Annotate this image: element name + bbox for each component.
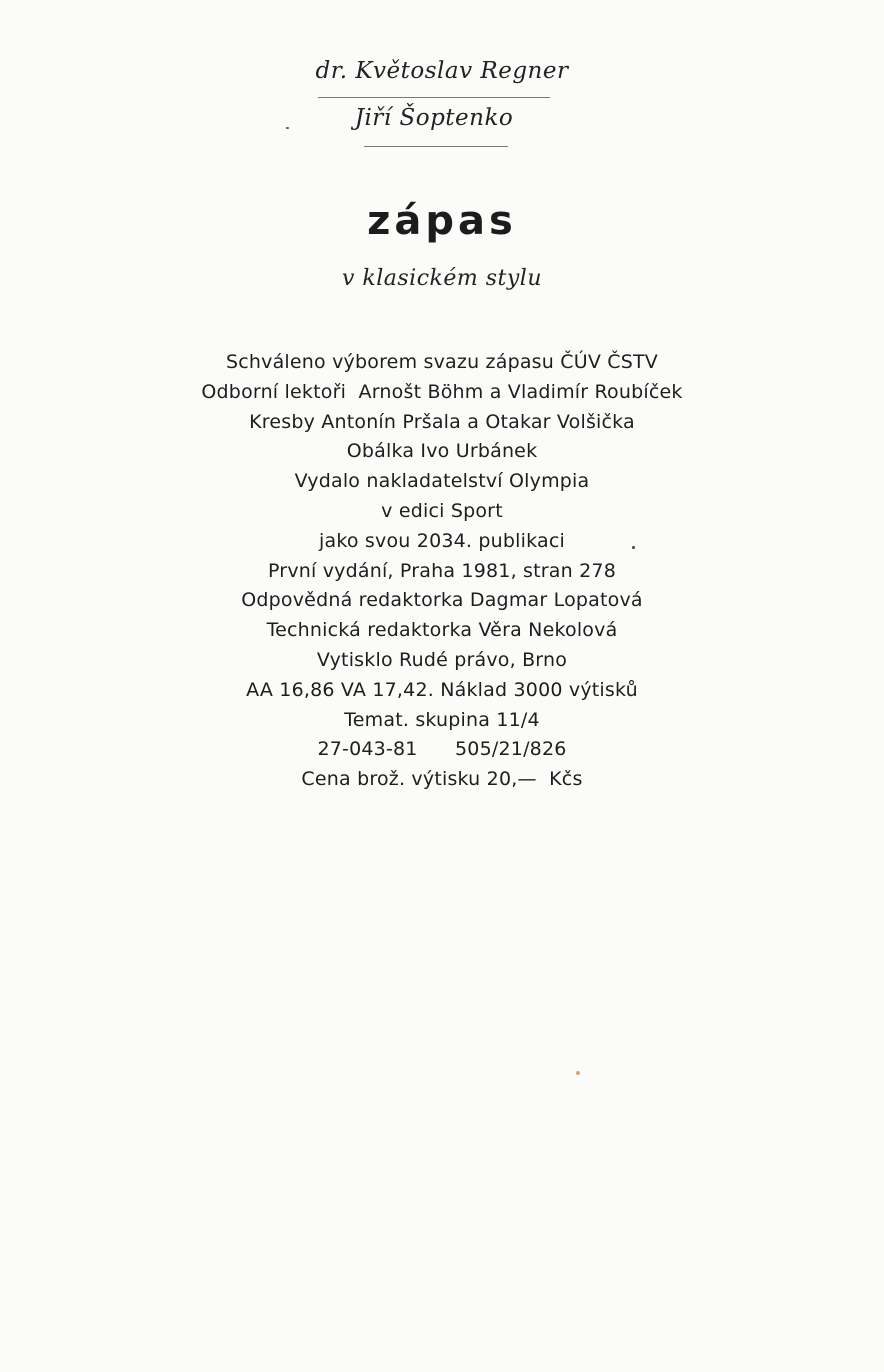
paper-speck: [632, 546, 635, 549]
book-title: zápas: [367, 198, 517, 244]
colophon-line: Odpovědná redaktorka Dagmar Lopatová: [241, 589, 643, 612]
author-name-1: dr. Květoslav Regner: [315, 58, 569, 84]
colophon-line: Vytisklo Rudé právo, Brno: [316, 648, 568, 671]
colophon-line: Temat. skupina 11/4: [344, 708, 540, 731]
colophon-line: Kresby Antonín Pršala a Otakar Volšička: [249, 410, 635, 433]
colophon-line: AA 16,86 VA 17,42. Náklad 3000 výtisků: [246, 678, 638, 701]
paper-speck: [286, 127, 289, 129]
colophon-line: jako svou 2034. publikaci: [319, 529, 565, 552]
author-divider-2: [364, 146, 508, 147]
colophon-line: Schváleno výborem svazu zápasu ČÚV ČSTV: [226, 351, 658, 373]
author-divider-1: [318, 97, 550, 98]
colophon-line: Cena brož. výtisku 20,— Kčs: [301, 768, 583, 791]
paper-speck: [576, 1071, 580, 1075]
colophon: [0, 348, 884, 795]
colophon-line: 27-043-81 505/21/826: [317, 738, 567, 761]
book-subtitle: v klasickém stylu: [341, 266, 543, 291]
colophon-line: Obálka Ivo Urbánek: [346, 440, 538, 463]
colophon-line: Technická redaktorka Věra Nekolová: [266, 619, 618, 642]
colophon-line: Vydalo nakladatelství Olympia: [294, 470, 590, 493]
colophon-line: Odborní lektoři Arnošt Böhm a Vladimír Roubíček: [201, 380, 683, 403]
colophon-line: v edici Sport: [381, 499, 503, 522]
author-name-2: Jiří Šoptenko: [354, 105, 514, 131]
colophon-line: První vydání, Praha 1981, stran 278: [267, 559, 617, 582]
